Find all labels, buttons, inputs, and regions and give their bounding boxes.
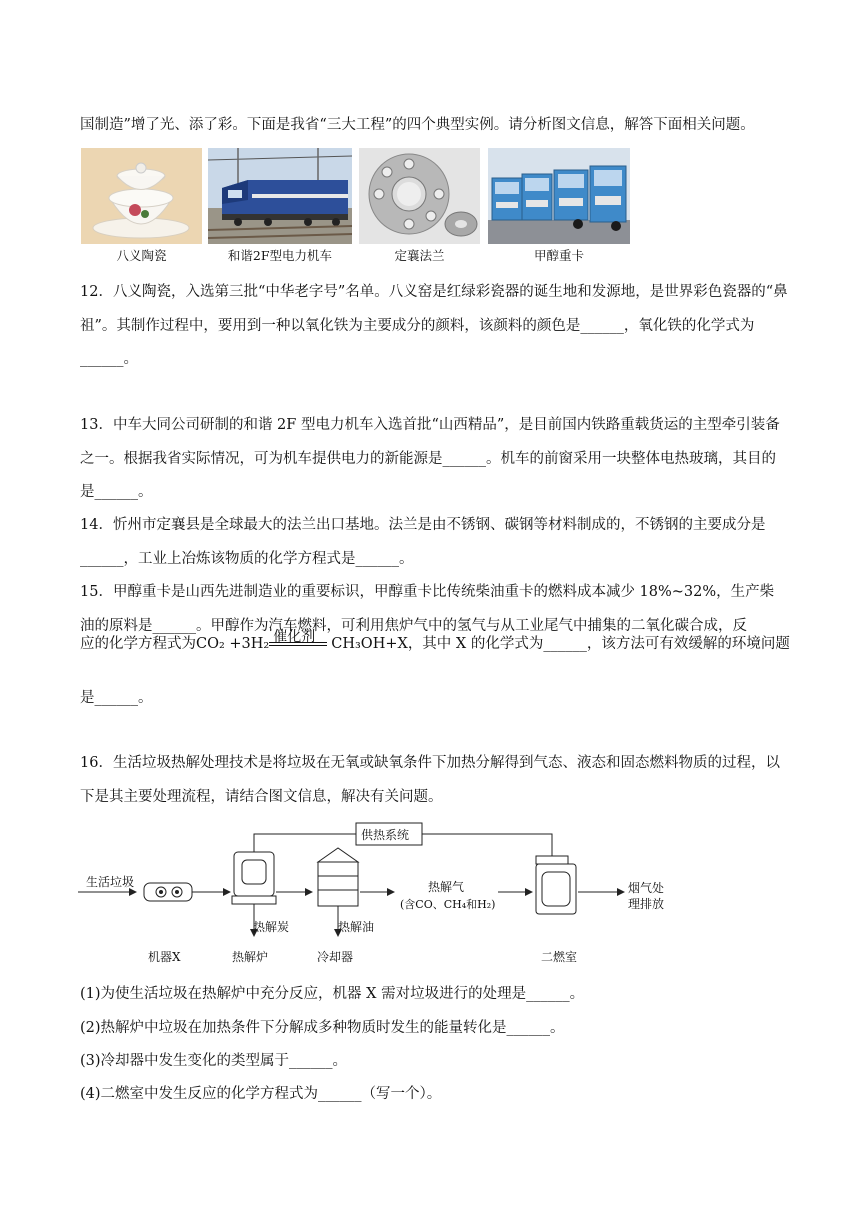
question-13: 13．中车大同公司研制的和谐 2F 型电力机车入选首批“山西精品”，是目前国内铁路重载货运的主型牵引装备之一。根据我省实际情况，可为机车提供电力的新能源是______。机车的前窗采用一块整体电热玻璃，其目的是______。 (80, 417, 780, 500)
label-char: 热解炭 (253, 920, 290, 934)
sub-question-3: (3)冷却器中发生变化的类型属于______。 (80, 1053, 348, 1069)
question-15-equation-line (80, 629, 790, 653)
sub-question-2: (2)热解炉中垃圾在加热条件下分解成多种物质时发生的能量转化是______。 (80, 1020, 565, 1036)
photo-caption: 八义陶瓷 (116, 248, 167, 263)
label-machine-x: 机器X (148, 950, 181, 964)
equation-suffix: ，其中 X 的化学式为______，该方法可有效缓解的环境问题 (407, 636, 790, 652)
label-gas-composition: (含CO、CH₄和H₂) (400, 898, 496, 911)
equation-products: CH₃OH+X (331, 636, 408, 652)
question-12: 12．八义陶瓷，入选第三批“中华老字号”名单。八义窑是红绿彩瓷器的诞生地和发源地，是世界彩色瓷器的“鼻祖”。其制作过程中，要用到一种以氧化铁为主要成分的颜料，该颜料的颜色是______，氧化铁的化学式为______。 (80, 284, 788, 367)
methanol-truck-photo (488, 148, 630, 244)
question-15-last: 是______。 (80, 690, 153, 706)
porcelain-photo (81, 148, 202, 244)
label-exhaust-2: 理排放 (628, 897, 665, 911)
question-14: 14．忻州市定襄县是全球最大的法兰出口基地。法兰是由不锈钢、碳钢等材料制成的，不锈钢的主要成分是______，工业上冶炼该物质的化学方程式是______。 (80, 517, 766, 567)
label-input-garbage: 生活垃圾 (86, 875, 135, 889)
sub-question-1: (1)为使生活垃圾在热解炉中充分反应，机器 X 需对垃圾进行的处理是______。 (80, 986, 585, 1002)
label-secondary-chamber: 二燃室 (541, 950, 578, 964)
label-cooler: 冷却器 (317, 950, 354, 964)
photo-caption: 和谐2F型电力机车 (227, 248, 333, 263)
label-furnace: 热解炉 (232, 950, 269, 964)
photo-caption: 甲醇重卡 (533, 248, 584, 263)
equation-reactants: CO₂ +3H₂ (196, 636, 270, 652)
label-oil: 热解油 (338, 920, 375, 934)
equation-condition: 催化剂 (273, 629, 316, 645)
locomotive-photo (208, 148, 352, 244)
equation-prefix: 应的化学方程式为 (80, 636, 196, 652)
label-gas: 热解气 (428, 880, 465, 894)
label-exhaust-1: 烟气处 (628, 881, 665, 895)
photo-caption: 定襄法兰 (394, 248, 445, 263)
flange-photo (359, 148, 480, 244)
sub-question-4: (4)二燃室中发生反应的化学方程式为______（写一个）。 (80, 1086, 442, 1102)
label-heat-supply: 供热系统 (361, 828, 410, 842)
question-15-text: 15．甲醇重卡是山西先进制造业的重要标识，甲醇重卡比传统柴油重卡的燃料成本减少 18%~32%，生产柴油的原料是______。甲醇作为汽车燃料，可利用焦炉气中的氢气与从工业尾气中捕集的二氧化碳合成，反 (80, 584, 775, 634)
question-16: 16．生活垃圾热解处理技术是将垃圾在无氧或缺氧条件下加热分解得到气态、液态和固态燃料物质的过程，以下是其主要处理流程，请结合图文信息，解决有关问题。 (80, 755, 780, 805)
intro-text: 国制造”增了光、添了彩。下面是我省“三大工程”的四个典型实例。请分析图文信息，解答下面相关问题。 (80, 117, 755, 133)
